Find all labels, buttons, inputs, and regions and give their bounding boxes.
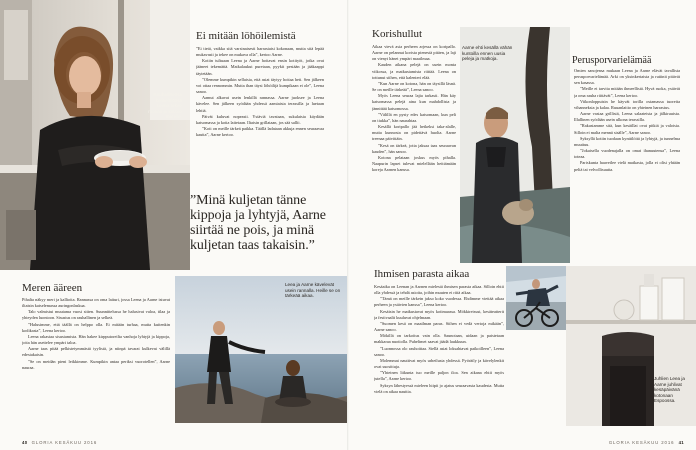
paragraph: Talo valmistui muutama vuosi sitten. Suunnittelussa he halusivat valoa, tilaa ja yhteyden luontoon. Sisustus on rauhallinen ja selkeä. bbox=[22, 309, 170, 321]
shelf-caption: Juhlien Leea ja Aarne juhlivat kesäpäivänä kotonaan Espoossa. bbox=[654, 376, 685, 404]
paragraph: Aamut alkavat usein lenkillä rannassa. Aarne juoksee ja Leena kävelee. Sen jälkeen syödään yhdessä aamiaista terassilla ja luetaan lehtiä. bbox=[196, 95, 324, 113]
paragraph: Molemmat nauttivat myös urheilusta yhdessä. Pyöräily ja kävelylenkit ovat suosittuja. bbox=[374, 357, 504, 370]
paragraph: Pariskunta haaveilee vielä matkasta, jolla ei olisi yhtään peliä tai velvollisuutta. bbox=[574, 160, 680, 172]
paragraph: Kesällä koripallo jää hetkeksi taka-alalle, mutta kunnosta on pidettävä huolta. Aarne treenaa päivittäin. bbox=[372, 124, 456, 142]
kitchen-photo bbox=[0, 0, 190, 270]
column-left-bottom bbox=[22, 297, 170, 417]
column-ihmisen bbox=[374, 284, 504, 426]
page-number-right: 41 bbox=[678, 440, 684, 445]
kitchen-caption: Rauhallisessa kotikeittiössä Leena tekee ruokaa ja katsoo merelle. bbox=[148, 92, 182, 120]
paragraph: ”Olemme kumpikin sellaisia, että asiat täytyy hoitaa heti. Sen jälkeen voi ottaa rennommin. Mutta ihan täysi löhöilijä kumpikaan ei ole”, Leena sanoo. bbox=[196, 76, 324, 95]
magazine-name-right: GLORIA KESÄKUU 2016 bbox=[608, 440, 675, 445]
paragraph: Mökillä on tarkoitus vain olla. Saunotaan, uidaan ja paistetaan makkaraa nuotiolla. Puhelimet saavat jäädä laukkuun. bbox=[374, 333, 504, 345]
tree-photo bbox=[460, 27, 570, 263]
paragraph: ”Ei tietä, vaikka sitä varsinaisesti harrastaisi kokonaan, mutta sitä lepää mukavasti ja tekee on mukava olla”, kertoo Aarne. bbox=[196, 46, 324, 58]
page-number-left: 40 bbox=[22, 440, 28, 445]
paragraph: Aarne vastaa grillistä, Leena salaateista ja jälkiruuista. Illallinen syödään usein ulkona terassilla. bbox=[574, 111, 680, 123]
paragraph: ”Tämä on meille tärkein jakso koko vuodessa. Ehdimme viettää aikaa perheen ja ystävien kanssa”, Leena kertoo. bbox=[374, 296, 504, 308]
paragraph: Kauden aikana pelejä on usein monta viikossa, ja matkustamista riittää. Leena on tottunut siihen, että kalenteri elää. bbox=[372, 62, 456, 80]
paragraph: Leena rakastaa sisustamista. Hän hakee kirpputoreilta vanhoja lyhtyjä ja kippoja, joita hän asettelee ympäri taloa. bbox=[22, 333, 170, 346]
folio-right bbox=[609, 440, 684, 445]
heading-main: Ei mitään löhöilemistä bbox=[196, 30, 296, 42]
pull-quote: ”Minä kuljetan tänne kippoja ja lyhtyjä, Aarne siirtää ne pois, ja minä kuljetan taas takaisin.” bbox=[190, 193, 326, 253]
paragraph: ”Rakastamme sitä, kun kesäillat ovat pitkiä ja valoisia. Silloin ei malta mennä sisälle”, Aarne sanoo. bbox=[574, 123, 680, 135]
paragraph: ”Meille ei tarvita mitään ihmeellistä. Hyvä ruoka, ystävät ja oma rauha riittävät”, Leena kertoo. bbox=[574, 86, 680, 98]
paragraph: Viikonloppuisin he käyvät torilla ostamassa tuoreita vihanneksia ja kalaa. Ruuanlaitto on yhteinen harrastus. bbox=[574, 98, 680, 110]
cycling-photo-image bbox=[506, 266, 566, 330]
kitchen-photo-image bbox=[0, 0, 190, 270]
paragraph: ”Kesä on tärkeä, jotta jaksaa taas seuraavan kauden”, hän sanoo. bbox=[372, 142, 456, 154]
paragraph: ”Yhteinen liikunta tuo meille paljon iloa. Sen aikana ehtii myös jutella”, Aarne kertoo. bbox=[374, 370, 504, 382]
cycling-photo bbox=[506, 266, 566, 330]
paragraph: ”Luonnossa olo rauhoittaa. Siellä asiat loksahtavat paikoilleen”, Leena sanoo. bbox=[374, 345, 504, 357]
paragraph: Pihalta näkyy meri ja kallioita. Rannassa on oma laituri, jossa Leena ja Aarne istuvat iltaisin katselemassa auringonlaskua. bbox=[22, 297, 170, 309]
tree-photo-image bbox=[460, 27, 570, 263]
paragraph: ”Suomen kesä on maailman paras. Siihen ei vedä vertoja mikään”, Aarne sanoo. bbox=[374, 320, 504, 333]
heading-perusporvari: Perusporvarielämää bbox=[572, 55, 652, 66]
column-korishullut bbox=[372, 44, 456, 266]
paragraph: ”Jokaisella vuodenajalla on omat ihanuutensa”, Leena toteaa. bbox=[574, 148, 680, 160]
tree-caption: Aarne ehti kesällä vähän kuntoilla ennen uusia peleja ja matkoja. bbox=[462, 45, 513, 62]
beach-photo bbox=[175, 276, 347, 423]
paragraph: Omien sanojensa mukaan Leena ja Aarne elävät tavallista perusporvarielämää. Arki on yksinkertaista ja rutiinit pitävät sen kasassa. bbox=[574, 68, 680, 86]
column-mid-top bbox=[196, 46, 324, 180]
paragraph: ”Se on meidän pieni leikkimme. Kumpikin antaa periksi vuorotellen”, Aarne nauraa. bbox=[22, 358, 170, 370]
paragraph: Kotiin tultuaan Leena ja Aarne hoitavat ensin kotityöt, jotka ovat jääneet tekemättä. Matkalaukut puretaan, pyykit pestään ja jääkaappi täytetään. bbox=[196, 58, 324, 76]
page-gutter bbox=[347, 0, 349, 450]
paragraph: Syksyllä kotiin tuodaan kynttilöitä ja lyhtyjä, ja tunnelma muuttuu. bbox=[574, 135, 680, 147]
folio-left bbox=[22, 440, 97, 445]
heading-ihmisen: Ihmisen parasta aikaa bbox=[374, 268, 470, 280]
paragraph: ”Kun Aarne on kotona, hän on täysillä läsnä. Se on meille tärkeää”, Leena sanoo. bbox=[372, 80, 456, 93]
paragraph: ”Koti on meille tärkeä paikka. Täällä ladataan akkuja ennen seuraavaa kautta”, Aarne kertoo. bbox=[196, 126, 324, 138]
paragraph: ”Halusimme, että täällä on helppo olla. Ei mitään turhaa, mutta kuitenkin kodikasta”, Leena kertoo. bbox=[22, 321, 170, 333]
paragraph: Myös Leena seuraa lajia tarkasti. Hän käy katsomassa pelejä aina kun mahdollista ja jännittää katsomossa. bbox=[372, 93, 456, 111]
shelf-photo bbox=[566, 266, 696, 426]
paragraph: Kotona pelataan joskus myös pihalla. Naapurin lapset tulevat mielellään heittämään koreja Aarnen kanssa. bbox=[372, 154, 456, 173]
paragraph: Aarne taas pitää pelkistetymmästä tyylistä, ja niinpä tavarat kulkevat välillä edestakaisin. bbox=[22, 346, 170, 358]
column-perusporvari bbox=[574, 68, 680, 266]
magazine-name-left: GLORIA KESÄKUU 2016 bbox=[31, 440, 98, 445]
paragraph: Kesäisin he matkustavat myös kotimaassa. Mökkireissut, kesäteatterit ja festivaalit kuuluvat ohjelmaan. bbox=[374, 308, 504, 320]
paragraph: Aikaa vievä asia perheen arjessa on koripallo. Aarne on pelannut korista pienestä pitäen, ja laji on vienyt hänet ympäri maailmaa. bbox=[372, 44, 456, 62]
paragraph: Kesäaika on Leenan ja Aarnen mielestä ihmisen parasta aikaa. Silloin ehtii olla yhdessä ja tehdä asioita, joihin muuten ei riitä aikaa. bbox=[374, 284, 504, 296]
heading-korishullut: Korishullut bbox=[372, 28, 423, 40]
heading-meren: Meren ääreen bbox=[22, 282, 83, 294]
paragraph: Syksyn lähestyessä mieleen hiipii jo ajatus seuraavasta kaudesta. Mutta vielä on aikaa nauttia. bbox=[374, 382, 504, 394]
beach-caption: Leea ja Aarne kävelevät usein rannalla. Heille se on tärkeää aikaa. bbox=[285, 282, 341, 299]
paragraph: ”Välillä en pysty edes katsomaan, kun peli on tiukka”, hän naurahtaa. bbox=[372, 111, 456, 123]
paragraph: Päivät kuluvat nopeasti. Ystäviä tavataan, sukulaisia käydään katsomassa ja kotia laitetaan. Iltaisin grillataan, jos sää sallii. bbox=[196, 113, 324, 125]
